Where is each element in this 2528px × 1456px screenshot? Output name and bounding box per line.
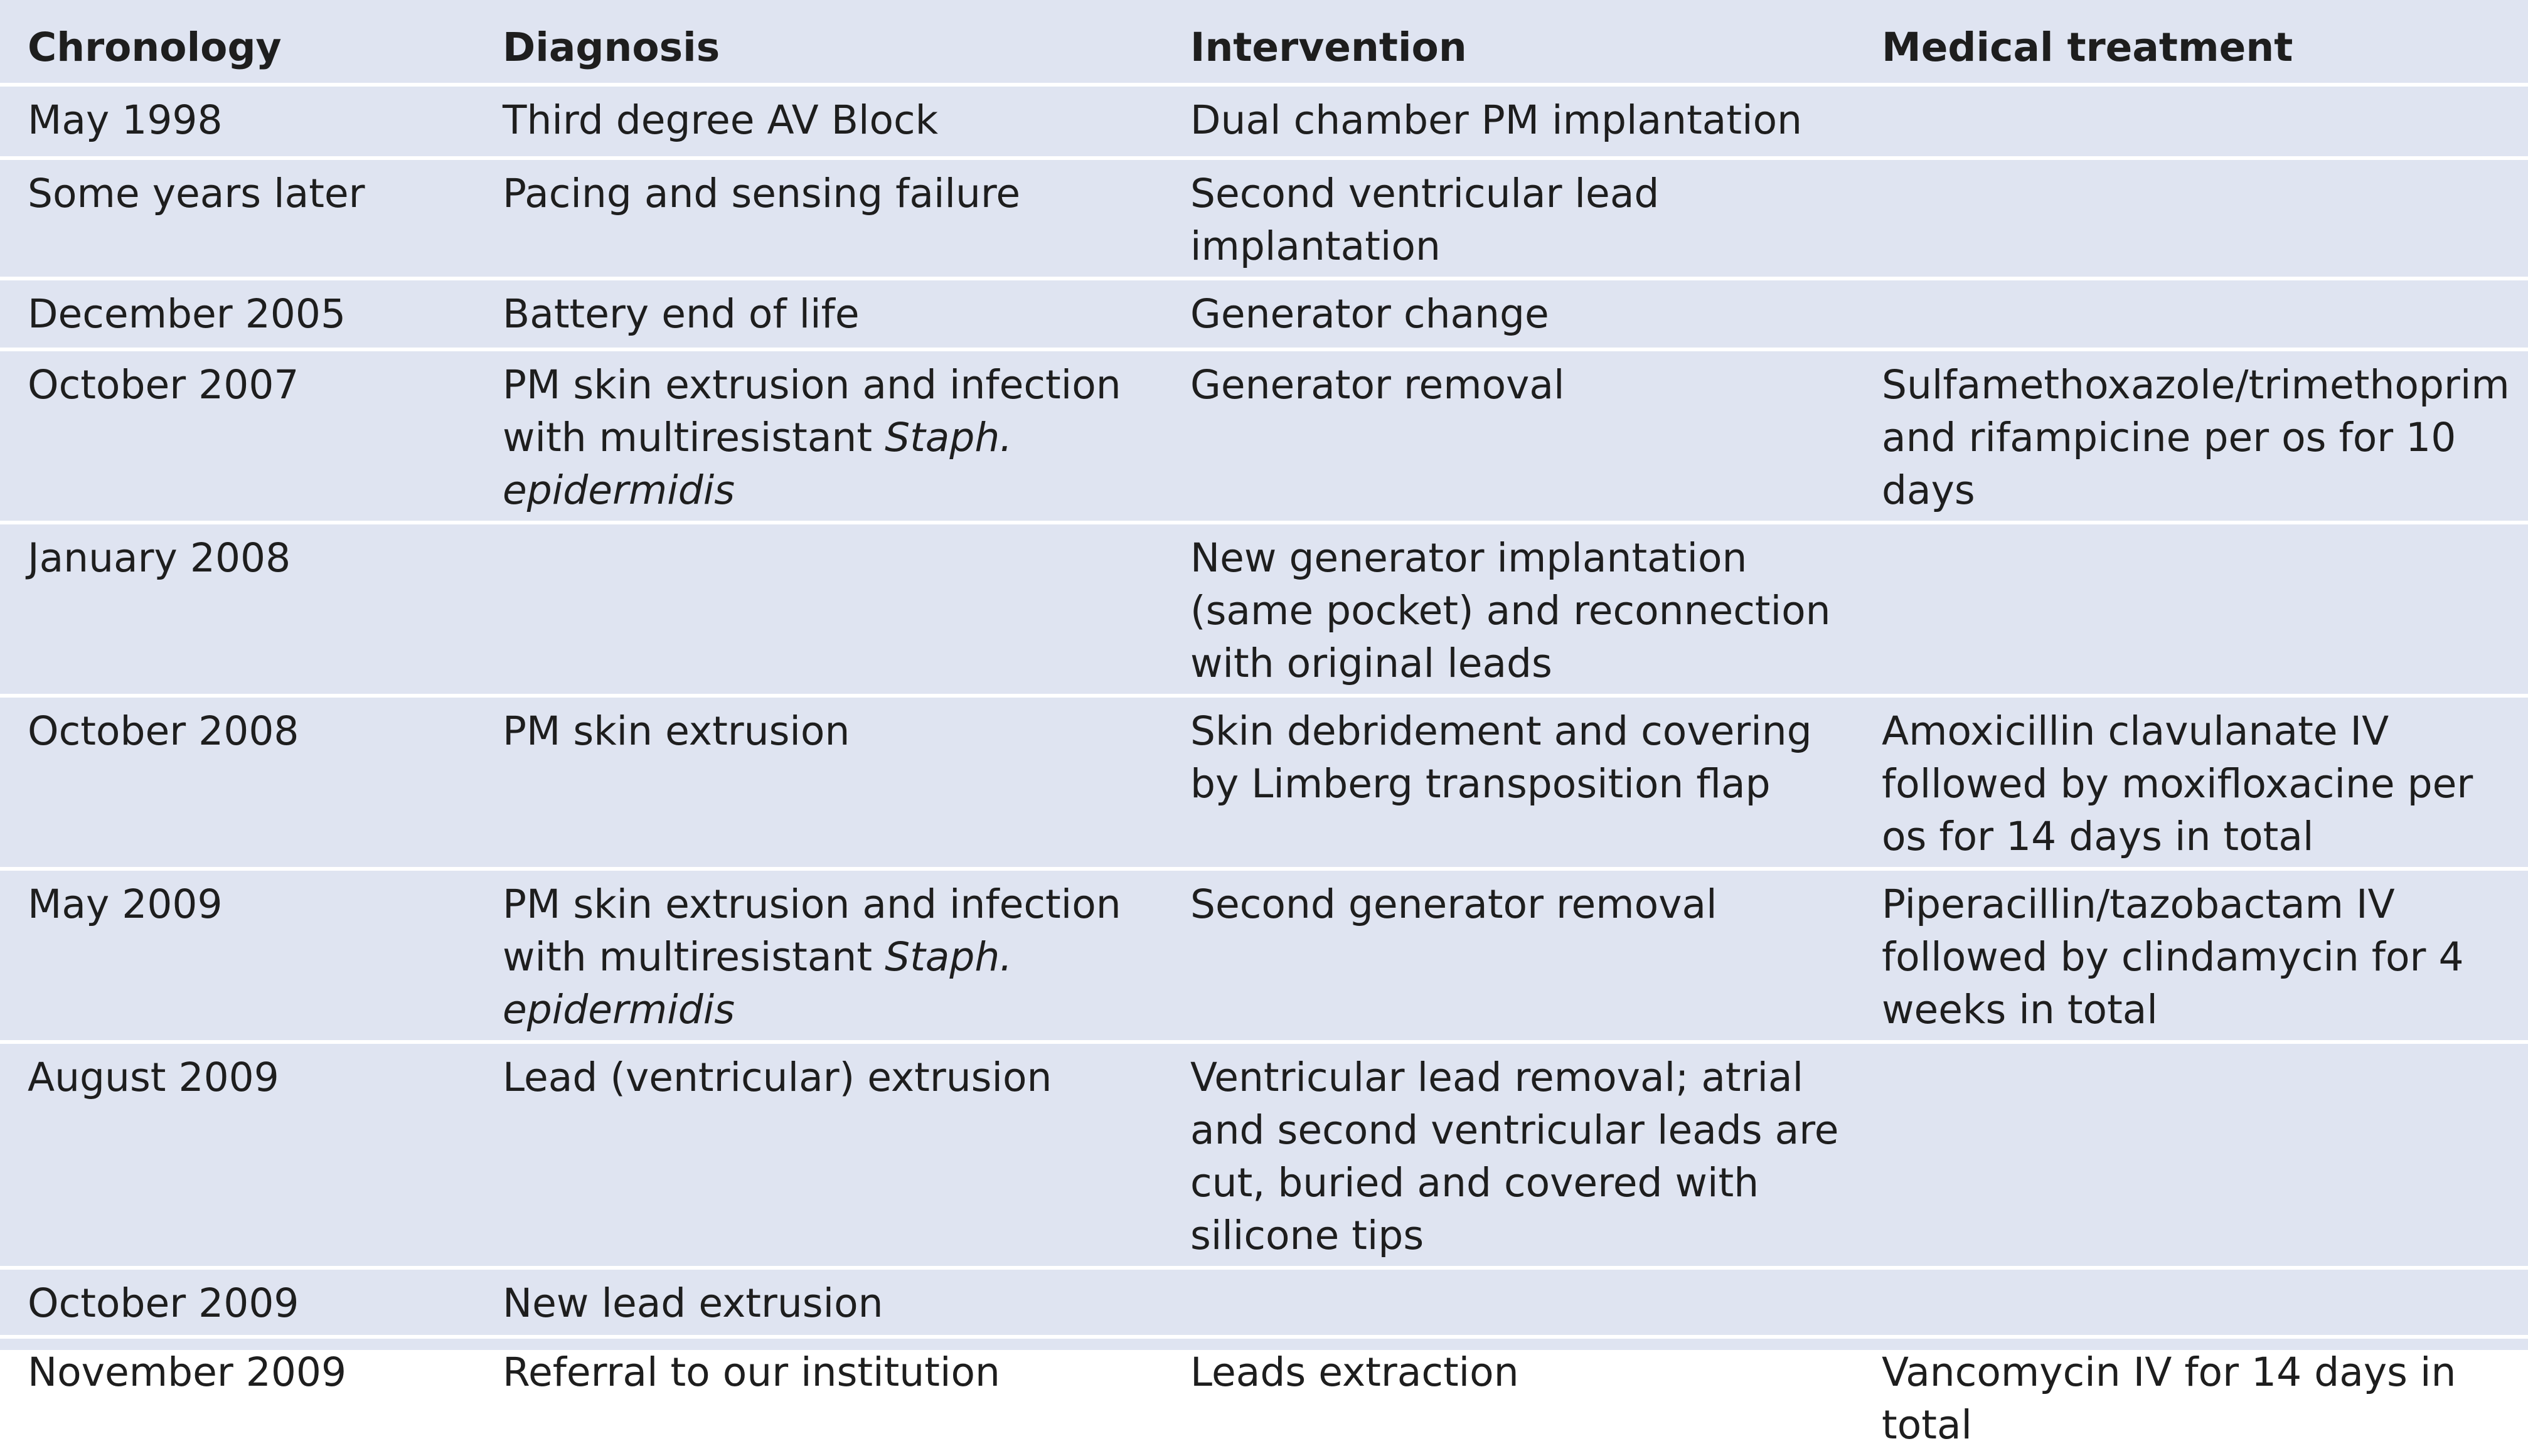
table-row <box>0 1337 2528 1456</box>
cell-intervention: Generator change <box>1170 279 1864 349</box>
cell-medical-treatment <box>1864 523 2528 696</box>
cell-chronology: October 2008 <box>0 696 475 869</box>
organism-name: Staph. epidermidis <box>503 934 1013 1033</box>
header-intervention: Intervention <box>1190 24 1467 70</box>
table-header-row <box>0 0 2528 85</box>
cell-intervention <box>1170 1268 1864 1337</box>
cell-chronology: October 2009 <box>0 1268 475 1337</box>
organism-name: Staph. epidermidis <box>503 415 1013 513</box>
cell-diagnosis: Referral to our institution <box>475 1337 1170 1456</box>
cell-diagnosis <box>475 869 1170 1042</box>
cell-chronology: January 2008 <box>0 523 475 696</box>
cell-medical-treatment <box>1864 279 2528 349</box>
diagnosis-text: PM skin extrusion and infection with multiresistant <box>503 881 1121 980</box>
cell-diagnosis: Lead (ventricular) extrusion <box>475 1042 1170 1268</box>
cell-medical-treatment <box>1864 158 2528 279</box>
diagnosis-text: PM skin extrusion and infection with multiresistant <box>503 362 1121 460</box>
cell-diagnosis: Pacing and sensing failure <box>475 158 1170 279</box>
cell-chronology: Some years later <box>0 158 475 279</box>
cell-medical-treatment: Piperacillin/tazobactam IV followed by clindamycin for 4 weeks in total <box>1864 869 2528 1042</box>
cell-intervention: Second generator removal <box>1170 869 1864 1042</box>
table-row <box>0 279 2528 349</box>
cell-intervention: New generator implantation (same pocket) and reconnection with original leads <box>1170 523 1864 696</box>
header-chronology: Chronology <box>28 24 282 70</box>
table-row <box>0 869 2528 1042</box>
header-medical-treatment: Medical treatment <box>1882 24 2293 70</box>
cell-intervention: Dual chamber PM implantation <box>1170 85 1864 158</box>
cell-medical-treatment: Amoxicillin clavulanate IV followed by moxifloxacine per os for 14 days in total <box>1864 696 2528 869</box>
cell-diagnosis: Battery end of life <box>475 279 1170 349</box>
cell-medical-treatment: Sulfamethoxazole/trimethoprim and rifampicine per os for 10 days <box>1864 349 2528 523</box>
cell-medical-treatment: Vancomycin IV for 14 days in total <box>1864 1337 2528 1456</box>
cell-intervention: Second ventricular lead implantation <box>1170 158 1864 279</box>
table-row <box>0 85 2528 158</box>
table-row <box>0 349 2528 523</box>
cell-chronology: August 2009 <box>0 1042 475 1268</box>
table-row <box>0 523 2528 696</box>
table-row <box>0 158 2528 279</box>
cell-intervention: Skin debridement and covering by Limberg transposition flap <box>1170 696 1864 869</box>
cell-chronology: May 2009 <box>0 869 475 1042</box>
cell-diagnosis <box>475 523 1170 696</box>
cell-diagnosis <box>475 349 1170 523</box>
cell-chronology: May 1998 <box>0 85 475 158</box>
cell-chronology: October 2007 <box>0 349 475 523</box>
cell-chronology: November 2009 <box>0 1337 475 1456</box>
cell-medical-treatment <box>1864 1268 2528 1337</box>
table-row <box>0 1042 2528 1268</box>
cell-medical-treatment <box>1864 1042 2528 1268</box>
cell-chronology: December 2005 <box>0 279 475 349</box>
table-row <box>0 1268 2528 1337</box>
cell-intervention: Leads extraction <box>1170 1337 1864 1456</box>
cell-diagnosis: Third degree AV Block <box>475 85 1170 158</box>
cell-medical-treatment <box>1864 85 2528 158</box>
header-diagnosis: Diagnosis <box>503 24 720 70</box>
cell-intervention: Ventricular lead removal; atrial and second ventricular leads are cut, buried and covered with silicone tips <box>1170 1042 1864 1268</box>
cell-intervention: Generator removal <box>1170 349 1864 523</box>
table-row <box>0 696 2528 869</box>
cell-diagnosis: New lead extrusion <box>475 1268 1170 1337</box>
cell-diagnosis: PM skin extrusion <box>475 696 1170 869</box>
